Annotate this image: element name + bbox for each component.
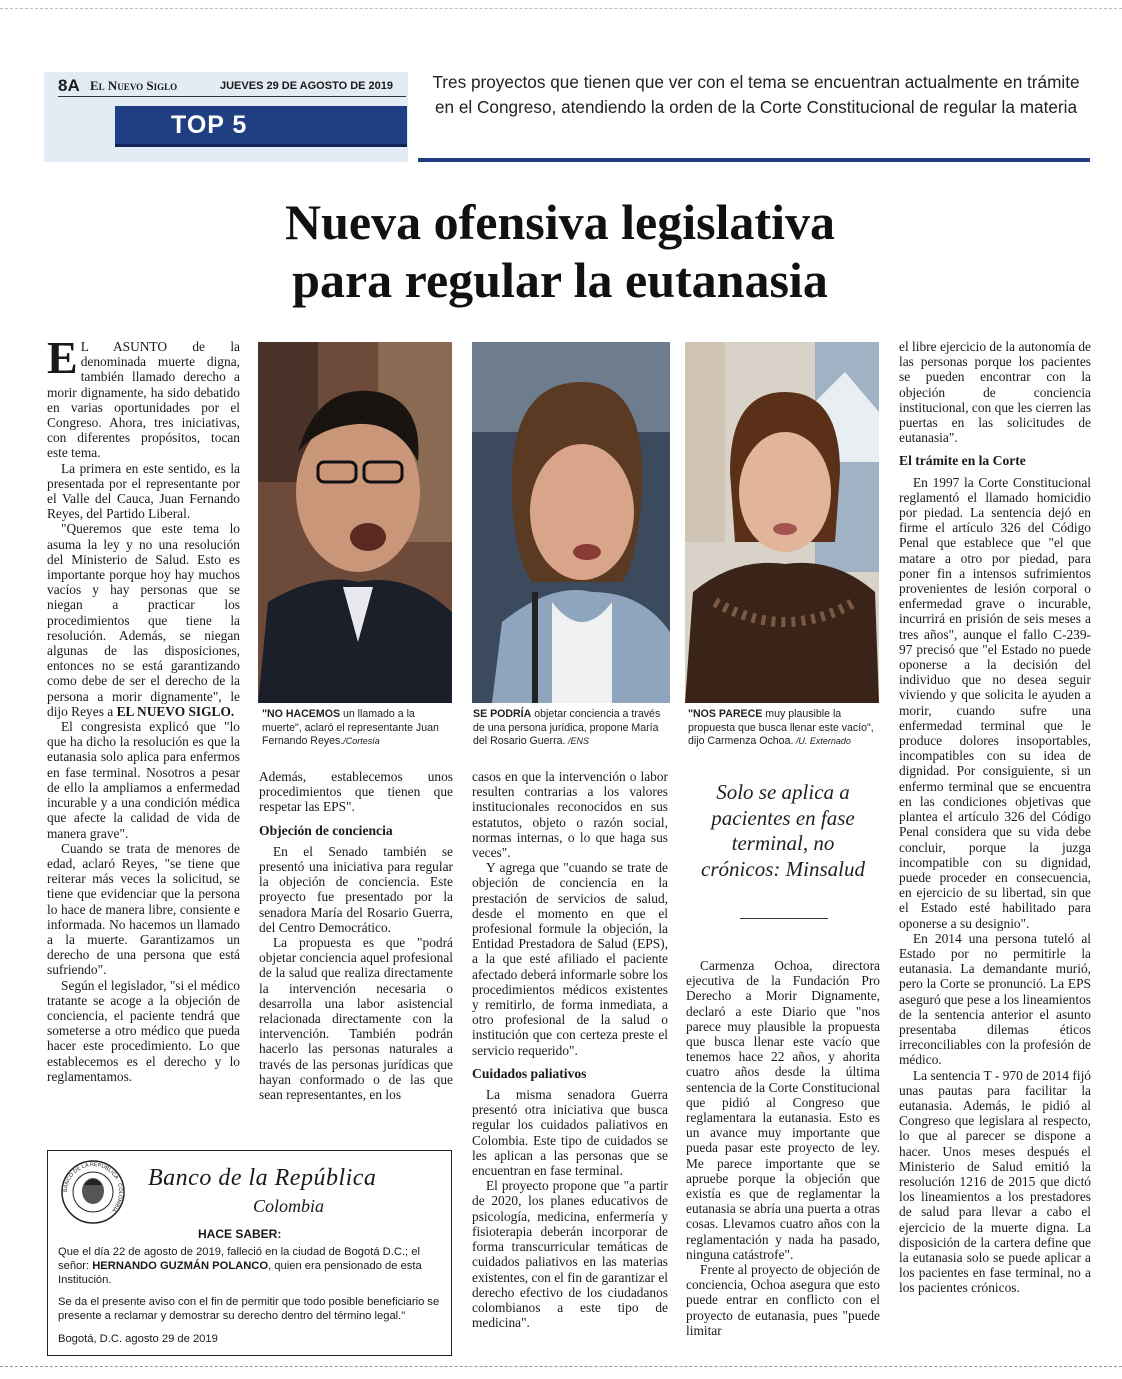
- page-top-rule: [0, 8, 1122, 9]
- paragraph: En 1997 la Corte Constitucional reglamentó el llamado homicidio por piedad. La sentencia dejó en firme el artículo 326 del Código Penal que establece que "el que matare a otro por piedad, para poner fin a intensos sufrimientos provenientes de lesión corporal o enfermedad grave o incurable, incurrirá en prisión de seis meses a tres años", aunque el fallo C-239-97 precisó que "el Estado no puede oponerse a la decisión del individuo que no desea seguir viviendo y que solicita le ayuden a morir, cuando sufre una enfermedad terminal que le produce dolores insoportables, incompatibles con su idea de dignidad. Por consiguiente, si un enfermo terminal que se encuentra en las condiciones objetivas que plantea el artículo 326 del Código Penal considera que su vida debe concluir, porque la juzga incompatible con su dignidad, puede proceder en consecuencia, en ejercicio de su libertad, sin que el Estado esté habilitado para oponerse a su designio".: [899, 474, 1091, 931]
- photo-caption-3: "NOS PARECE muy plausible la propuesta que busca llenar este vacío", dijo Carmenza Ochoa. /U. Externado: [688, 708, 874, 747]
- article-column-2: [259, 769, 453, 1131]
- portrait-woman-illustration: [685, 342, 879, 703]
- paragraph: La propuesta es que "podrá objetar conciencia aquel profesional de la salud que realiza directamente la intervención necesaria o desarrolla una labor asistencial relacionada directamente con la intervención. También podrán hacerlo las personas naturales a través de las personas jurídicas que hayan conformado o de las que sean representantes, en los: [259, 935, 453, 1103]
- paragraph: El proyecto propone que "a partir de 2020, los planes educativos de psicología, medicina, enfermería y fisioterapia deberán incorporar de forma transcurricular temáticas de cuidados paliativos en las materias existentes, con el fin de garantizar el derecho efectivo de los ciudadanos colombianos a este tipo de medicina".: [472, 1178, 668, 1331]
- notice-text: Se da el presente aviso con el fin de permitir que todo posible beneficiario se presente a reclamar y demostrar su derecho dentro del término legal.": [58, 1296, 440, 1322]
- photo-caption-1: "NO HACEMOS un llamado a la muerte", aclaró el representante Juan Fernando Reyes./Cortesía: [262, 708, 439, 747]
- pull-quote-rule: [740, 918, 828, 919]
- pull-quote: Solo se aplica a pacientes en fase terminal, no crónicos: Minsalud: [701, 780, 865, 881]
- photo-juan-fernando-reyes: [258, 342, 452, 703]
- deck-text: Tres proyectos que tienen que ver con el tema se encuentran actualmente en trámite en el Congreso, atendiendo la orden de la Corte Constitucional de regular la materia: [432, 72, 1080, 117]
- paragraph: La sentencia T - 970 de 2014 fijó unas pautas para facilitar la eutanasia. Además, le pidió al Congreso que legislara al respecto, lo que al parecer se dispone a hacer. Unos meses después el Ministerio de Salud emitió la resolución 1216 de 2015 que dictó los lineamientos a los prestadores de salud para llevar a cabo el ejercicio de la muerte digna. La disposición de la cartera define que la eutanasia solo se puede aplicar a los pacientes en fase terminal, no a los pacientes crónicos.: [899, 1067, 1091, 1296]
- notice-date: Bogotá, D.C. agosto 29 de 2019: [58, 1333, 218, 1345]
- page-number: 8A: [58, 76, 80, 95]
- photo-carmenza-ochoa: [685, 342, 879, 703]
- bank-name: Banco de la República: [148, 1165, 377, 1191]
- paragraph: el libre ejercicio de la autonomía de las personas porque los pacientes se pueden encontrar con la objeción de conciencia institucional, con que les cierren las puertas en las solicitudes de eutanasia".: [899, 339, 1091, 446]
- section-badge: [115, 106, 407, 147]
- newspaper-name: El Nuevo Siglo: [90, 78, 178, 93]
- svg-text:BANCO DE LA REPÚBLICA · COLOMB: BANCO DE LA REPÚBLICA · COLOMBIA ·: [62, 1161, 124, 1216]
- bank-seal-icon: [60, 1159, 126, 1225]
- page-header-line: [58, 76, 406, 97]
- lead-paragraph: L ASUNTO de la denominada muerte digna, también llamado derecho a morir dignamente, ha sido debatido en varias oportunidades por el Congreso. Ahora, tres iniciativas, con diferentes propósitos, tocan este tema.: [47, 339, 240, 461]
- paragraph: Y agrega que "cuando se trate de objeción de conciencia en la prestación de servicios de salud, desde el momento en que el profesional formule la objeción, la Entidad Prestadora de Salud (EPS), a la que esté afiliado el paciente afectado deberá informarle sobre los procedimientos médicos existentes y remitirlo, de forma inmediata, a otro profesional de la salud o institución que con certeza preste el servicio requerido".: [472, 860, 668, 1058]
- paragraph: Cuando se trata de menores de edad, aclaró Reyes, "se tiene que reiterar más veces la solicitud, se tiene que evidenciar que la persona lo hace de manera libre, consiente e informada. No hacemos un llamado a la muerte. Garantizamos un derecho de una persona que está sufriendo".: [47, 840, 240, 978]
- paragraph: El congresista explicó que "lo que ha dicho la resolución es que la eutanasia solo aplica para enfermos en fase terminal. Nosotros a pesar de ello la ampliamos a enfermedad incurable y a una condición médica que afecte la calidad de vida de manera grave".: [47, 719, 240, 841]
- photo-credit: /U. Externado: [793, 736, 851, 746]
- headline-line-2: para regular la eutanasia: [292, 252, 828, 308]
- subheading: Objeción de conciencia: [259, 822, 393, 838]
- deck-rule: [418, 158, 1090, 162]
- paragraph: Frente al proyecto de objeción de conciencia, Ochoa asegura que esto puede entrar en conflicto con el proyecto de eutanasia, pues "puede limitar: [686, 1262, 880, 1338]
- article-column-3: [472, 769, 668, 1362]
- notice-text: Que el día 22 de agosto de 2019, falleció en la ciudad de Bogotá D.C.; el señor: HERNANDO GUZMÁN POLANCO, quien era pensionado de esta Institución.: [58, 1246, 422, 1286]
- page-bottom-rule: [0, 1366, 1122, 1367]
- paragraph: Según el legislador, "si el médico tratante se acoge a la objeción de conciencia, el paciente tendrá que someterse a otro médico que pueda hacer este procedimiento. Lo que establecemos es el derecho y lo reglamentamos.: [47, 977, 240, 1084]
- issue-date: JUEVES 29 DE AGOSTO DE 2019: [220, 80, 394, 92]
- paragraph: La primera en este sentido, es la presentada por el representante por el Valle del Cauca, Juan Fernando Reyes, del Partido Liberal.: [47, 460, 240, 522]
- headline-line-1: Nueva ofensiva legislativa: [285, 194, 835, 250]
- paragraph: "Queremos que este tema lo asuma la ley y no una resolución del Ministerio de Salud. Esto es importante porque hoy hay muchos vacíos y hay personas que se niegan a practicar los procedimientos que tiene la resolución. Además, se niegan algunas de las disposiciones, entonces no se está garantizando como debe de ser el derecho de la persona a morir dignamente", le dijo Reyes a EL NUEVO SIGLO.: [47, 521, 240, 719]
- section-label: TOP 5: [171, 111, 248, 139]
- portrait-woman-illustration: [472, 342, 670, 703]
- paragraph: En 2014 una persona tuteló al Estado por no permitirle la eutanasia. La demandante murió, pero la Corte se pronunció. La EPS aseguró que pese a los lineamientos de la sentencia anterior el asunto presentaba dilemas éticos irreconciliables con la profesión de médico.: [899, 930, 1091, 1068]
- photo-caption-2: SE PODRÍA objetar conciencia a través de una persona jurídica, propone María del Rosario Guerra. /ENS: [473, 708, 661, 747]
- paragraph: La misma senadora Guerra presentó otra iniciativa que busca regular los cuidados paliativos en Colombia. Este tipo de cuidados se les aplican a las personas que se encuentran en fase terminal.: [472, 1087, 668, 1179]
- portrait-man-illustration: [258, 342, 452, 703]
- paragraph: Además, establecemos unos procedimientos que tienen que respetar las EPS".: [259, 769, 453, 815]
- paragraph: En el Senado también se presentó una iniciativa para regular la objeción de conciencia. Este proyecto fue presentado por la senadora María del Rosario Guerra, del Centro Democrático.: [259, 843, 453, 935]
- photo-credit: /Cortesía: [343, 736, 380, 746]
- photo-credit: /ENS: [565, 736, 589, 746]
- article-column-4: [686, 958, 880, 1362]
- subheading: Cuidados paliativos: [472, 1065, 587, 1081]
- notice-heading: HACE SABER:: [198, 1227, 282, 1241]
- dropcap: E: [47, 339, 78, 383]
- bank-notice-ad: [47, 1150, 452, 1356]
- article-column-5: [899, 339, 1091, 1364]
- bank-seal: [60, 1159, 126, 1225]
- bank-country: Colombia: [253, 1196, 325, 1216]
- subheading: El trámite en la Corte: [899, 453, 1026, 469]
- article-column-1: [47, 339, 240, 1135]
- photo-maria-del-rosario-guerra: [472, 342, 670, 703]
- paragraph: Carmenza Ochoa, directora ejecutiva de la Fundación Pro Derecho a Morir Dignamente, declaró a este Diario que "nos parece muy plausible la propuesta que busca llenar este vacío que tenemos hace 22 años, y ahorita cuatro años desde la última sentencia de la Corte Constitucional que pidió al Congreso que reglamentara la eutanasia. Esto es un avance muy importante que pueda pasar este proyecto de ley. Me parece importante que se apruebe porque la objeción que existía es que de reglamentar la eutanasia se abría una puerta a otras cosas. Llevamos cuatro años con la reglamentación y nada ha pasado, ninguna catástrofe".: [686, 958, 880, 1262]
- paragraph: casos en que la intervención o labor resulten contrarias a los valores institucionales reconocidos en sus estatutos, objeto o razón social, normas internas, o lo que haga sus veces".: [472, 769, 668, 861]
- headline: [150, 193, 970, 309]
